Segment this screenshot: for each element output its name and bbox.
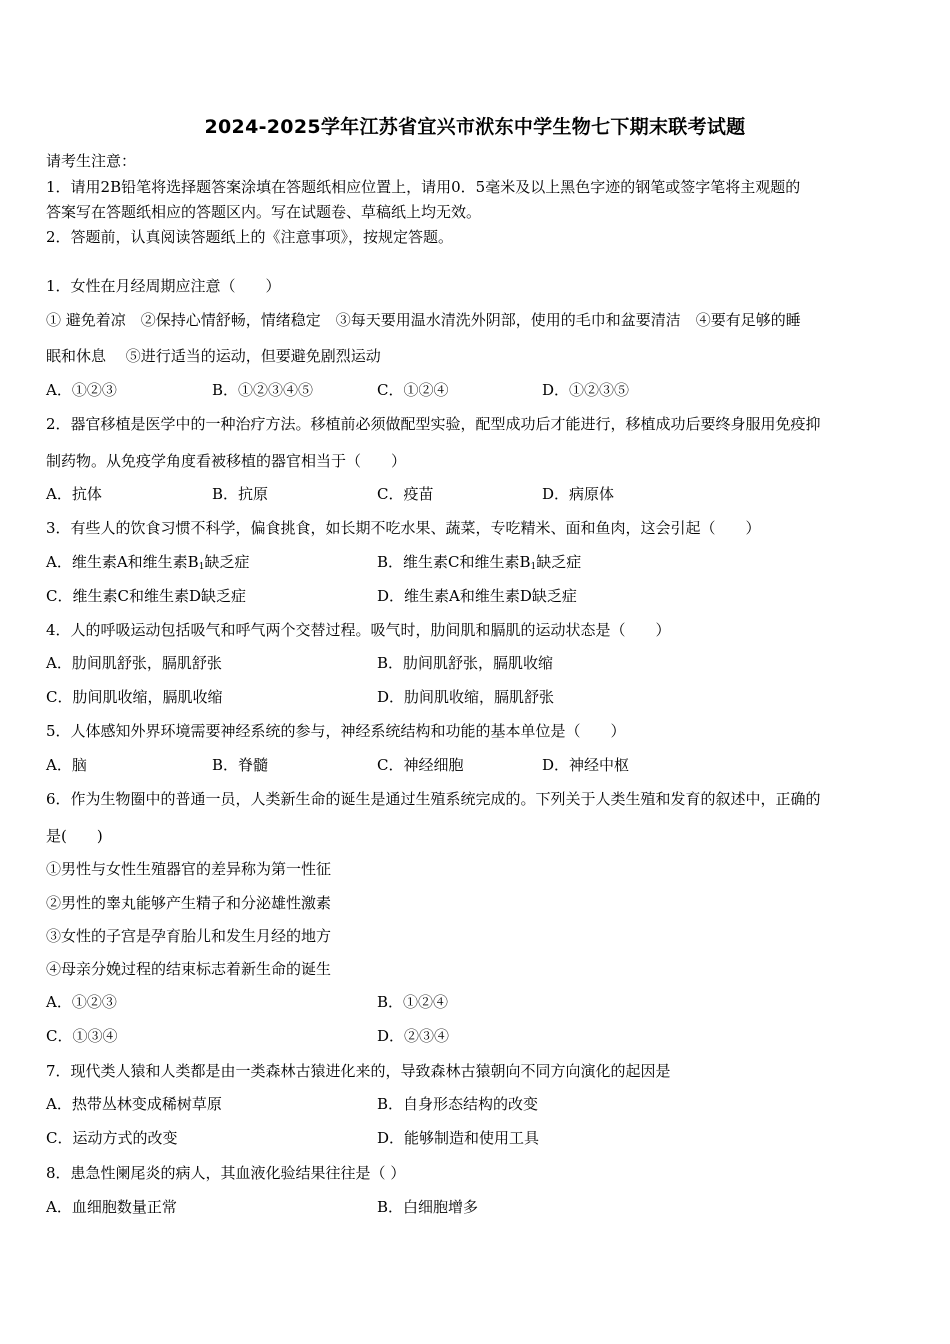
q1-statements: ① 避免着凉 ②保持心情舒畅，情绪稳定 ③每天要用温水清洗外阴部，使用的毛巾和盆要清洁 ④要有足够的睡 <box>46 311 801 329</box>
q1-stem: 1．女性在月经周期应注意（ ） <box>46 277 281 295</box>
q6-statement-3: ③女性的子宫是孕育胎儿和发生月经的地方 <box>46 927 332 945</box>
q5-option-c[interactable]: C．神经细胞 <box>377 756 464 774</box>
q4-option-c[interactable]: C．肋间肌收缩，膈肌收缩 <box>46 688 223 706</box>
q5-stem: 5．人体感知外界环境需要神经系统的参与，神经系统结构和功能的基本单位是（ ） <box>46 722 626 740</box>
q6-statement-1: ①男性与女性生殖器官的差异称为第一性征 <box>46 860 332 878</box>
q2-option-a[interactable]: A．抗体 <box>46 485 102 503</box>
q5-option-b[interactable]: B．脊髓 <box>212 756 269 774</box>
q5-option-a[interactable]: A．脑 <box>46 756 87 774</box>
q6-option-c[interactable]: C．①③④ <box>46 1027 118 1045</box>
q6-option-b[interactable]: B．①②④ <box>377 993 449 1011</box>
q4-stem: 4．人的呼吸运动包括吸气和呼气两个交替过程。吸气时，肋间肌和膈肌的运动状态是（ ） <box>46 621 671 639</box>
q6-stem: 6．作为生物圈中的普通一员，人类新生命的诞生是通过生殖系统完成的。下列关于人类生殖和发育的叙述中，正确的 <box>46 790 821 808</box>
q7-option-c[interactable]: C．运动方式的改变 <box>46 1129 178 1147</box>
q4-option-a[interactable]: A．肋间肌舒张，膈肌舒张 <box>46 654 222 672</box>
q1-option-d[interactable]: D．①②③⑤ <box>542 381 630 399</box>
q4-option-b[interactable]: B．肋间肌舒张，膈肌收缩 <box>377 654 554 672</box>
q1-option-c[interactable]: C．①②④ <box>377 381 449 399</box>
q2-stem-cont: 制药物。从免疫学角度看被移植的器官相当于（ ） <box>46 452 407 470</box>
q1-option-b[interactable]: B．①②③④⑤ <box>212 381 314 399</box>
q6-stem-cont: 是( ) <box>46 827 103 845</box>
q6-option-a[interactable]: A．①②③ <box>46 993 117 1011</box>
q2-option-d[interactable]: D．病原体 <box>542 485 615 503</box>
page-title: 2024-2025学年江苏省宜兴市洑东中学生物七下期末联考试题 <box>204 116 746 138</box>
q8-option-a[interactable]: A．血细胞数量正常 <box>46 1198 177 1216</box>
q1-option-a[interactable]: A．①②③ <box>46 381 117 399</box>
q6-option-d[interactable]: D．②③④ <box>377 1027 450 1045</box>
q3-option-c[interactable]: C．维生素C和维生素D缺乏症 <box>46 587 246 605</box>
q7-option-d[interactable]: D．能够制造和使用工具 <box>377 1129 540 1147</box>
q1-statements-cont: 眠和休息 ⑤进行适当的运动，但要避免剧烈运动 <box>46 347 381 365</box>
notice-heading: 请考生注意： <box>46 152 137 170</box>
q3-option-b[interactable]: B．维生素C和维生素$B_1$缺乏症 <box>377 553 582 572</box>
notice-item-1-cont: 答案写在答题纸相应的答题区内。写在试题卷、草稿纸上均无效。 <box>46 203 482 221</box>
q8-stem: 8．患急性阑尾炎的病人，其血液化验结果往往是（ ） <box>46 1164 406 1182</box>
q3-option-d[interactable]: D．维生素A和维生素D缺乏症 <box>377 587 577 605</box>
q8-option-b[interactable]: B．白细胞增多 <box>377 1198 479 1216</box>
q7-option-a[interactable]: A．热带丛林变成稀树草原 <box>46 1095 222 1113</box>
q2-option-b[interactable]: B．抗原 <box>212 485 269 503</box>
q6-statement-4: ④母亲分娩过程的结束标志着新生命的诞生 <box>46 960 332 978</box>
q3-option-a[interactable]: A．维生素A和维生素$B_1$缺乏症 <box>46 553 250 572</box>
notice-item-1: 1．请用2B铅笔将选择题答案涂填在答题纸相应位置上，请用0．5毫米及以上黑色字迹的钢笔或签字笔将主观题的 <box>46 178 801 196</box>
q6-statement-2: ②男性的睾丸能够产生精子和分泌雄性激素 <box>46 894 332 912</box>
q3-stem: 3．有些人的饮食习惯不科学，偏食挑食，如长期不吃水果、蔬菜，专吃精米、面和鱼肉，这会引起（ ） <box>46 519 761 537</box>
q5-option-d[interactable]: D．神经中枢 <box>542 756 630 774</box>
q7-option-b[interactable]: B．自身形态结构的改变 <box>377 1095 539 1113</box>
notice-item-2: 2．答题前，认真阅读答题纸上的《注意事项》，按规定答题。 <box>46 228 454 246</box>
q2-option-c[interactable]: C．疫苗 <box>377 485 434 503</box>
q7-stem: 7．现代类人猿和人类都是由一类森林古猿进化来的，导致森林古猿朝向不同方向演化的起因是 <box>46 1062 671 1080</box>
q2-stem: 2．器官移植是医学中的一种治疗方法。移植前必须做配型实验，配型成功后才能进行，移植成功后要终身服用免疫抑 <box>46 415 821 433</box>
q4-option-d[interactable]: D．肋间肌收缩，膈肌舒张 <box>377 688 555 706</box>
